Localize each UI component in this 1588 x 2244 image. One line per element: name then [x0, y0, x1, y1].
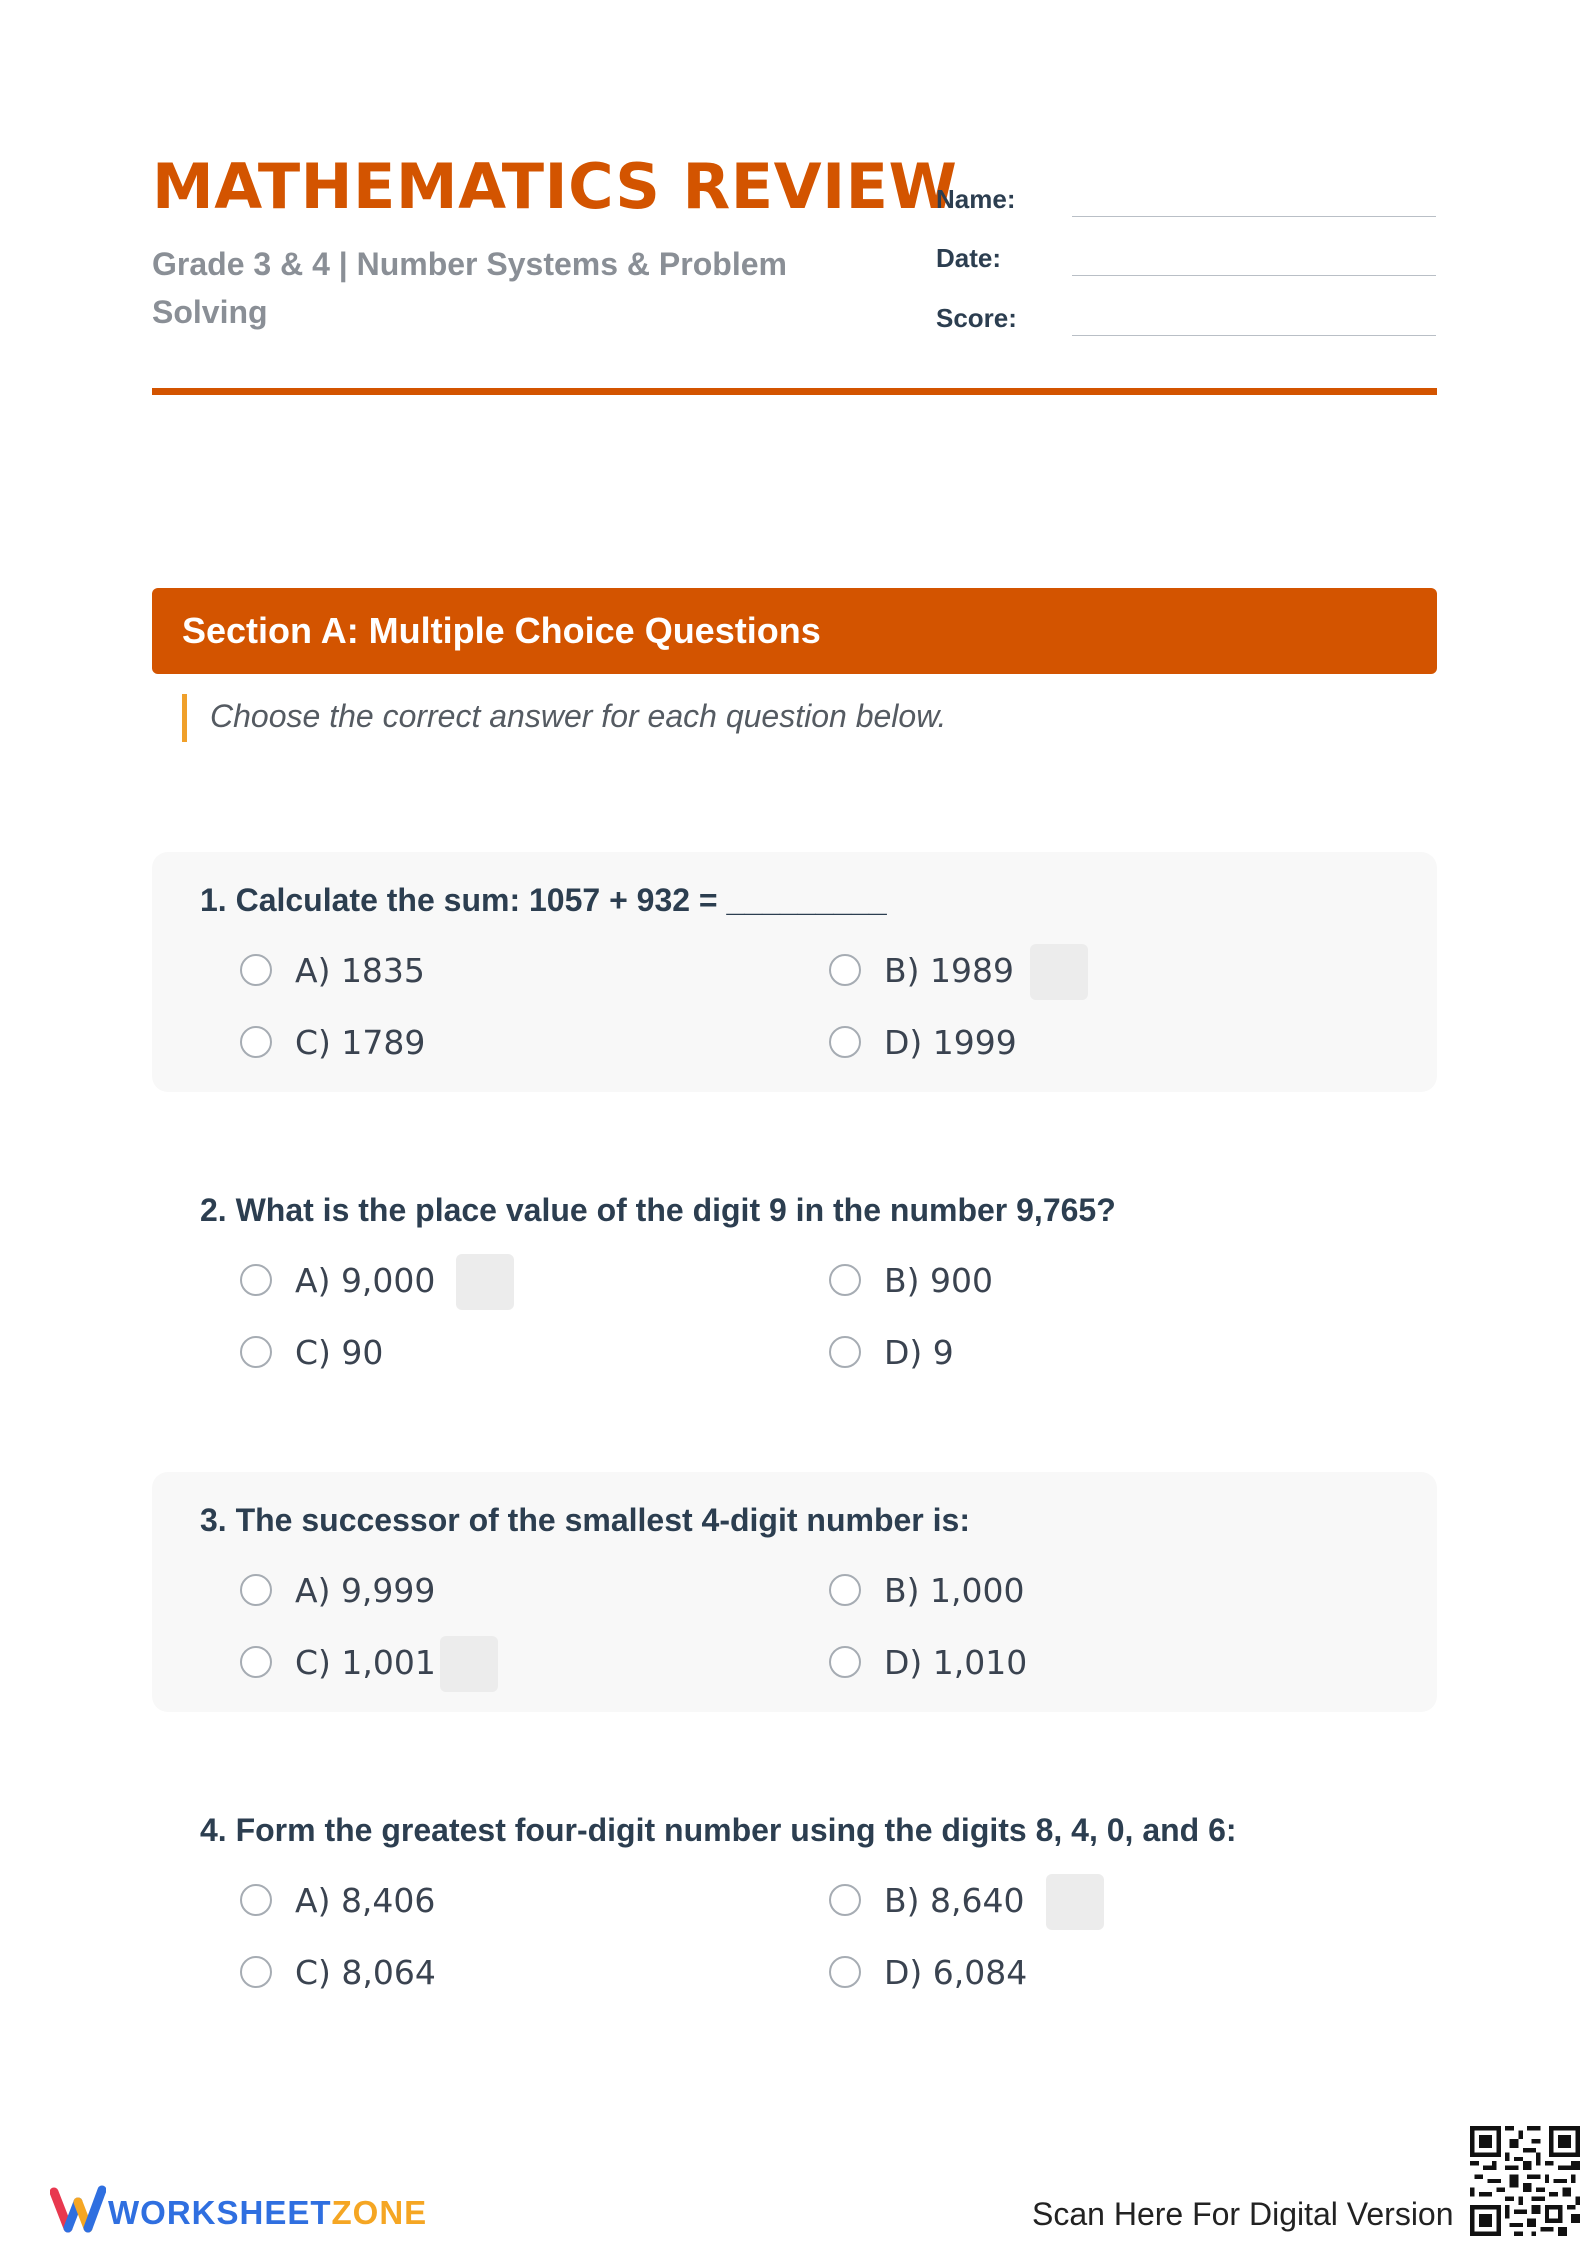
option-d[interactable] — [829, 1953, 1389, 1997]
option-label: A) 9,999 — [295, 1571, 436, 1610]
question-text: 1. Calculate the sum: 1057 + 932 = _________ — [200, 882, 887, 918]
option-label: A) 8,406 — [295, 1881, 436, 1920]
radio-button[interactable] — [240, 954, 272, 986]
answer-marker-box — [456, 1254, 514, 1310]
name-label: Name: — [936, 184, 1016, 214]
option-c[interactable] — [240, 1333, 800, 1377]
option-label: B) 1989 — [884, 951, 1014, 990]
option-b[interactable] — [829, 951, 1389, 995]
option-label: A) 9,000 — [295, 1261, 436, 1300]
brand-name-part1: WORKSHEET — [108, 2194, 332, 2231]
answer-marker-box — [440, 1636, 498, 1692]
question-card-2 — [152, 1162, 1437, 1402]
radio-button[interactable] — [829, 1646, 861, 1678]
instruction-accent-bar — [182, 694, 187, 742]
option-label: D) 1999 — [884, 1023, 1017, 1062]
option-b[interactable] — [829, 1261, 1389, 1305]
brand-name — [108, 2194, 427, 2232]
option-c[interactable] — [240, 1643, 800, 1687]
question-card-4 — [152, 1782, 1437, 2022]
answer-marker-box — [1030, 944, 1088, 1000]
radio-button[interactable] — [240, 1026, 272, 1058]
option-label: D) 9 — [884, 1333, 954, 1372]
option-a[interactable] — [240, 1881, 800, 1925]
section-instruction: Choose the correct answer for each question below. — [210, 698, 947, 734]
score-field — [936, 303, 1436, 343]
option-a[interactable] — [240, 951, 800, 995]
option-a[interactable] — [240, 1571, 800, 1615]
question-text: 2. What is the place value of the digit 9 in the number 9,765? — [200, 1192, 1116, 1228]
radio-button[interactable] — [829, 1026, 861, 1058]
score-line — [1072, 335, 1436, 336]
radio-button[interactable] — [240, 1646, 272, 1678]
name-field — [936, 184, 1436, 224]
question-text: 4. Form the greatest four-digit number using the digits 8, 4, 0, and 6: — [200, 1812, 1237, 1848]
option-label: D) 1,010 — [884, 1643, 1028, 1682]
radio-button[interactable] — [240, 1956, 272, 1988]
radio-button[interactable] — [829, 1574, 861, 1606]
worksheet-title: MATHEMATICS REVIEW — [152, 150, 958, 223]
logo-icon — [50, 2180, 106, 2236]
option-label: C) 90 — [295, 1333, 384, 1372]
header-divider — [152, 388, 1437, 395]
option-b[interactable] — [829, 1571, 1389, 1615]
option-label: C) 1789 — [295, 1023, 426, 1062]
option-label: A) 1835 — [295, 951, 425, 990]
option-label: C) 1,001 — [295, 1643, 436, 1682]
option-label: C) 8,064 — [295, 1953, 436, 1992]
worksheet-subtitle: Grade 3 & 4 | Number Systems & Problem Solving — [152, 246, 787, 330]
question-card-3 — [152, 1472, 1437, 1712]
option-c[interactable] — [240, 1953, 800, 1997]
option-a[interactable] — [240, 1261, 800, 1305]
option-b[interactable] — [829, 1881, 1389, 1925]
radio-button[interactable] — [240, 1264, 272, 1296]
radio-button[interactable] — [829, 954, 861, 986]
answer-marker-box — [1046, 1874, 1104, 1930]
worksheetzone-logo[interactable] — [50, 2180, 450, 2240]
radio-button[interactable] — [240, 1574, 272, 1606]
option-c[interactable] — [240, 1023, 800, 1067]
radio-button[interactable] — [829, 1884, 861, 1916]
name-line — [1072, 216, 1436, 217]
scan-caption: Scan Here For Digital Version — [1032, 2196, 1454, 2232]
brand-name-part2: ZONE — [331, 2194, 428, 2231]
question-card-1 — [152, 852, 1437, 1092]
radio-button[interactable] — [829, 1956, 861, 1988]
score-label: Score: — [936, 303, 1017, 333]
option-label: B) 900 — [884, 1261, 993, 1300]
qr-code-icon[interactable] — [1470, 2126, 1580, 2236]
question-text: 3. The successor of the smallest 4-digit number is: — [200, 1502, 970, 1538]
date-line — [1072, 275, 1436, 276]
section-header — [152, 588, 1437, 674]
radio-button[interactable] — [240, 1336, 272, 1368]
radio-button[interactable] — [829, 1336, 861, 1368]
date-field — [936, 243, 1436, 283]
option-d[interactable] — [829, 1643, 1389, 1687]
option-label: B) 1,000 — [884, 1571, 1025, 1610]
option-label: D) 6,084 — [884, 1953, 1028, 1992]
option-label: B) 8,640 — [884, 1881, 1025, 1920]
section-title: Section A: Multiple Choice Questions — [182, 610, 821, 651]
date-label: Date: — [936, 243, 1002, 273]
radio-button[interactable] — [240, 1884, 272, 1916]
radio-button[interactable] — [829, 1264, 861, 1296]
option-d[interactable] — [829, 1023, 1389, 1067]
option-d[interactable] — [829, 1333, 1389, 1377]
